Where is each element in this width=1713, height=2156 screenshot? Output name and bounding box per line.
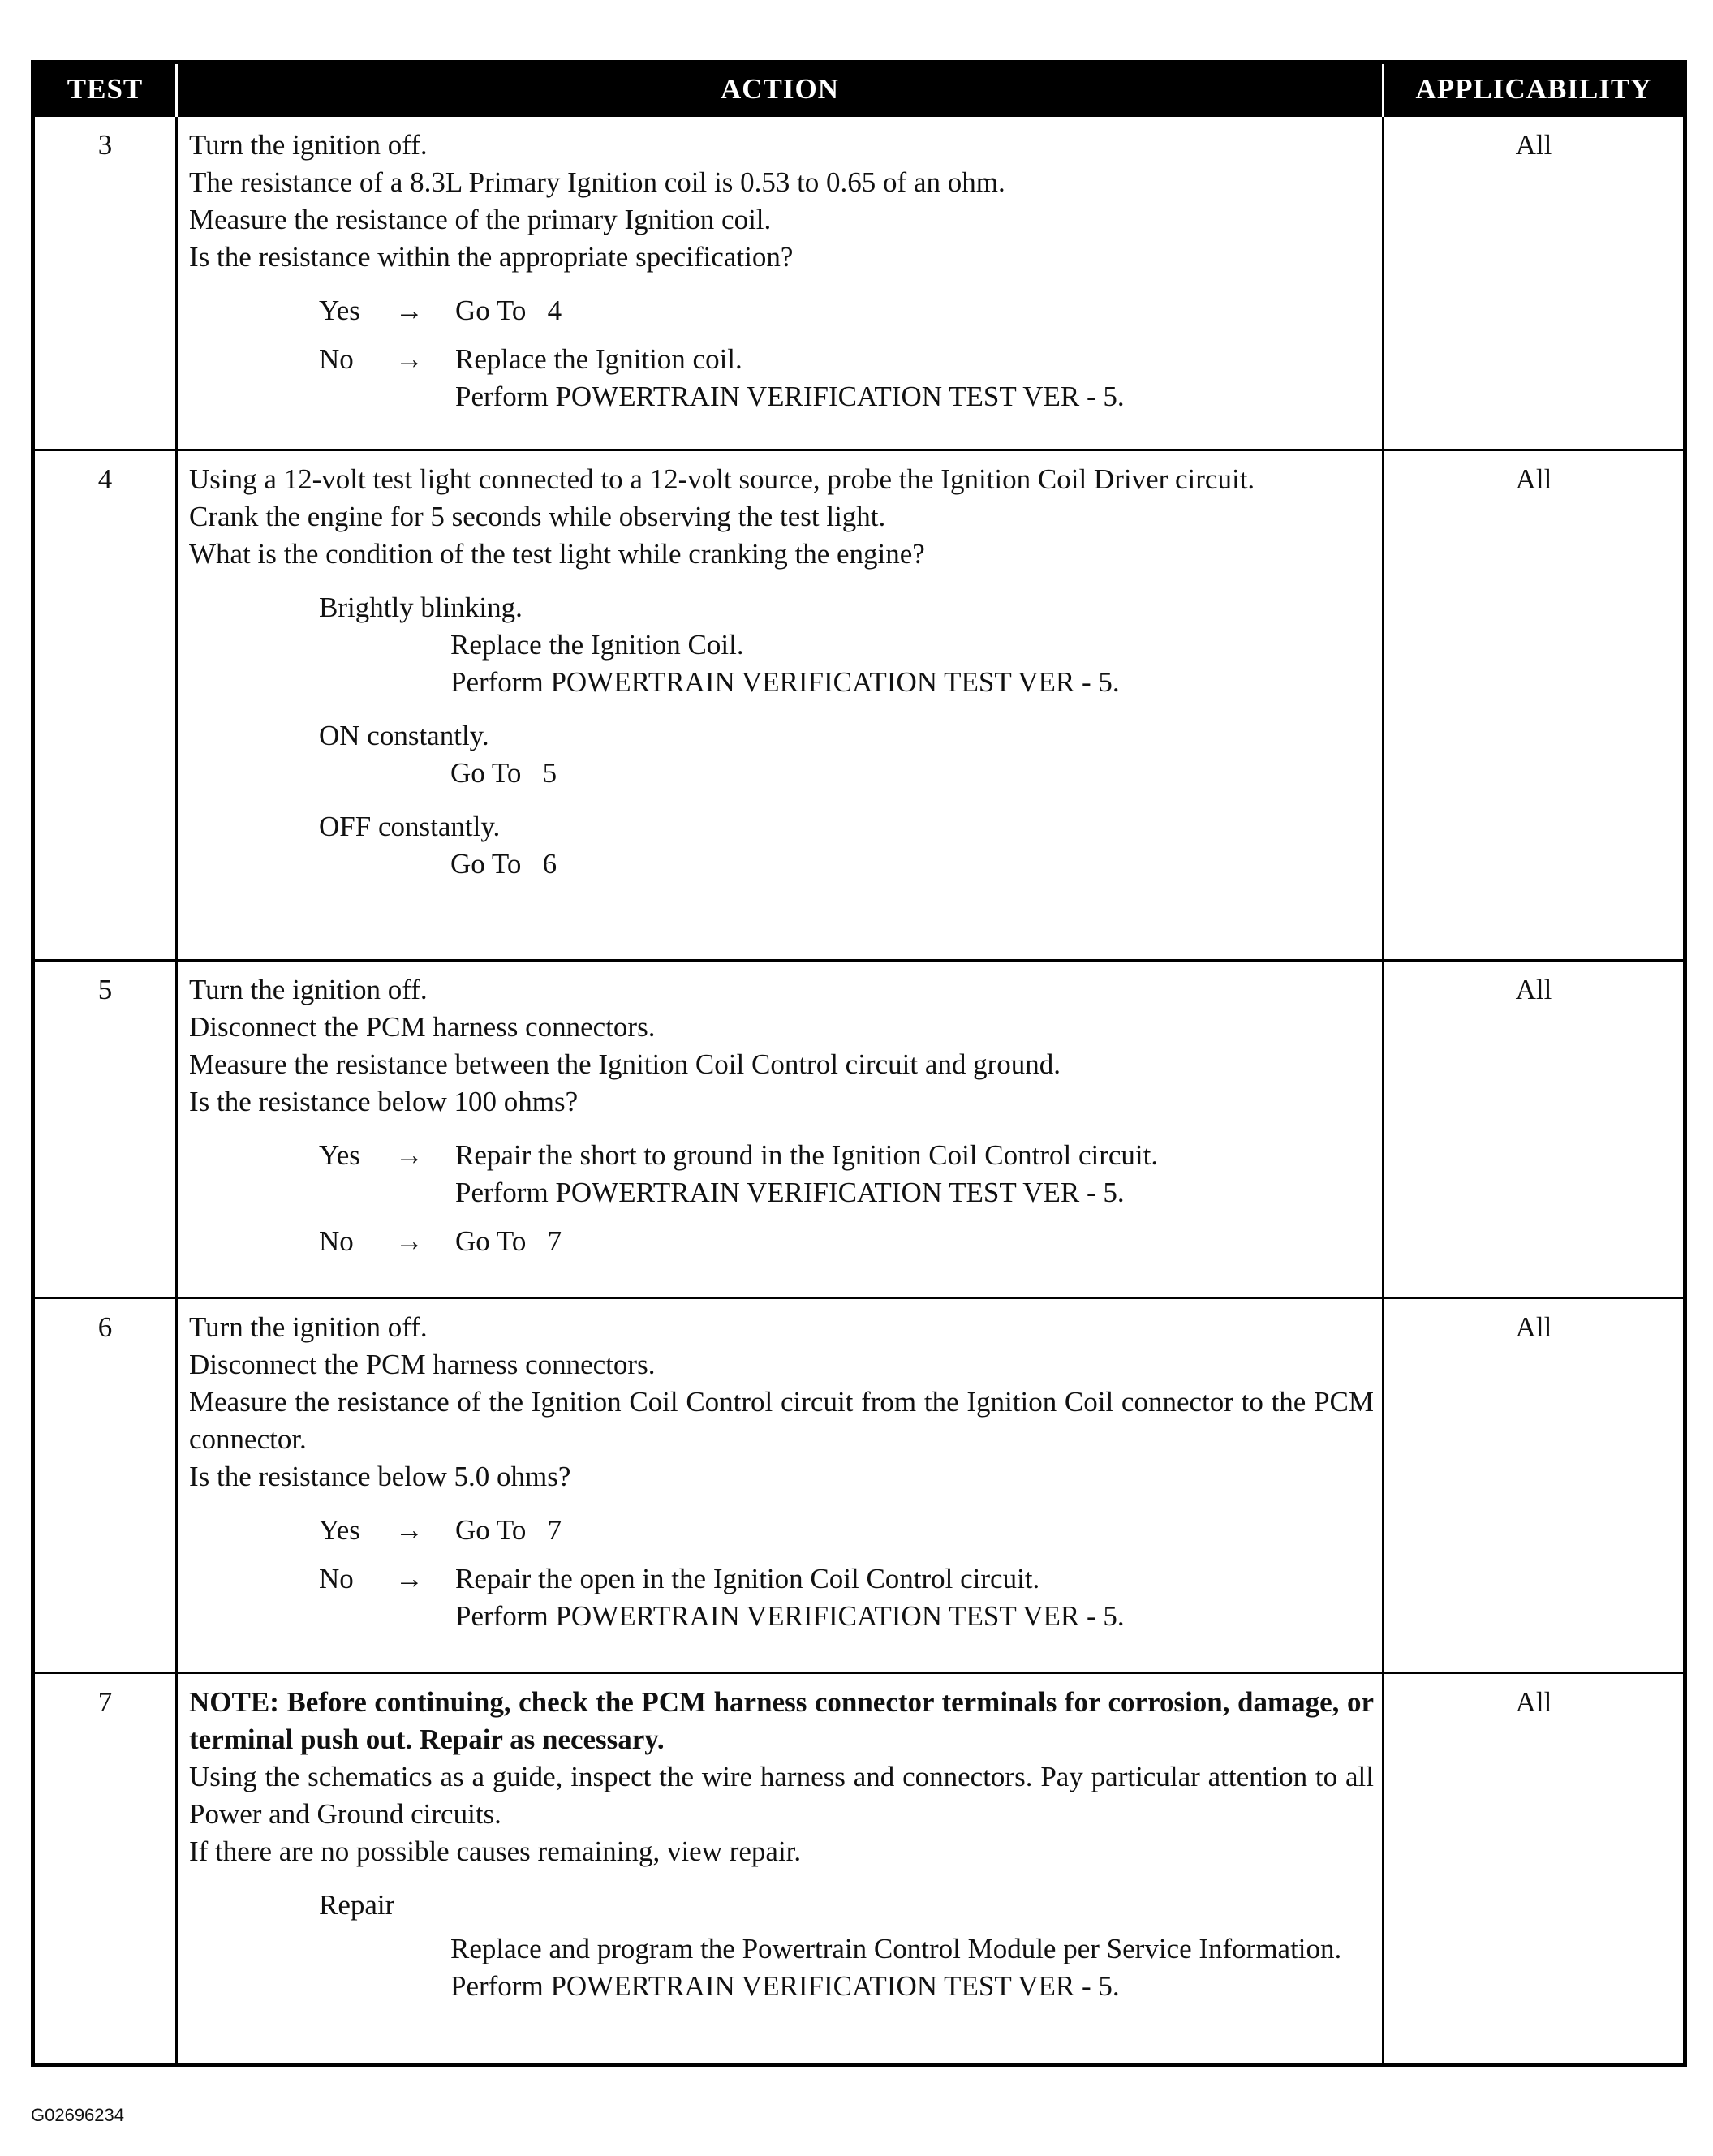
action-line: What is the condition of the test light while cranking the engine? [189,538,925,570]
applicability-cell: All [1384,1673,1685,2065]
result-line: Perform POWERTRAIN VERIFICATION TEST VER - 5. [450,666,1120,698]
action-line: Using the schematics as a guide, inspect the wire harness and connectors. Pay particular attention to all Power and Ground circuits. [189,1761,1374,1830]
action-cell [177,1298,1384,1673]
header-applicability: APPLICABILITY [1384,62,1685,116]
result-line: Go To 7 [455,1514,562,1546]
answer-result [455,1512,1374,1549]
right-arrow-icon: → [395,1139,424,1171]
diagnostic-table [31,60,1687,2067]
condition-item [319,717,1374,792]
action-line: Turn the ignition off. [189,1311,428,1343]
answer-yes [189,1512,1374,1549]
applicability-cell: All [1384,1298,1685,1673]
applicability-cell: All [1384,116,1685,450]
answer-key: Yes [319,1514,360,1546]
answer-list [189,1512,1374,1635]
result-line: Go To 6 [450,848,557,880]
right-arrow-icon: → [395,1563,424,1594]
table-row [33,961,1685,1298]
answer-result [455,341,1374,415]
action-line: Measure the resistance of the Ignition Coil Control circuit from the Ignition Coil connector to the PCM connector. [189,1386,1374,1455]
answer-result [455,1137,1374,1211]
action-cell [177,961,1384,1298]
answer-list [189,292,1374,415]
test-number: 6 [33,1298,177,1673]
result-line: Perform POWERTRAIN VERIFICATION TEST VER - 5. [455,1600,1125,1632]
answer-result [455,1560,1374,1635]
action-cell [177,1673,1384,2065]
test-number: 5 [33,961,177,1298]
result-line: Perform POWERTRAIN VERIFICATION TEST VER - 5. [455,381,1125,412]
result-line: Go To 7 [455,1225,562,1257]
result-line: Replace the Ignition coil. [455,343,742,375]
result-line: Repair the open in the Ignition Coil Control circuit. [455,1563,1040,1594]
right-arrow-icon: → [395,1225,424,1257]
applicability-cell: All [1384,450,1685,961]
action-line: Using a 12-volt test light connected to a 12-volt source, probe the Ignition Coil Driver circuit. [189,463,1255,495]
answer-key: No [319,1225,354,1257]
result-line: Go To 4 [455,295,562,326]
table-header-row [33,62,1685,116]
action-cell [177,450,1384,961]
table-row [33,450,1685,961]
figure-id: G02696234 [31,2105,124,2125]
note-text: NOTE: Before continuing, check the PCM harness connector terminals for corrosion, damage, or terminal push out. Repair as necessary. [189,1686,1374,1755]
condition-item [319,1887,1374,2005]
condition-label: ON constantly. [319,720,489,751]
action-line: Measure the resistance of the primary Ignition coil. [189,204,772,235]
condition-list [189,589,1374,883]
result-line: Perform POWERTRAIN VERIFICATION TEST VER - 5. [455,1177,1125,1208]
result-line: Go To 5 [450,757,557,789]
result-line: Replace and program the Powertrain Control Module per Service Information. [450,1933,1342,1964]
action-line: Is the resistance within the appropriate specification? [189,241,794,273]
condition-item [319,589,1374,701]
table-row [33,1673,1685,2065]
condition-label: Repair [319,1889,395,1921]
right-arrow-icon: → [395,295,424,326]
condition-list [189,1887,1374,2005]
result-line: Perform POWERTRAIN VERIFICATION TEST VER - 5. [450,1970,1120,2002]
right-arrow-icon: → [395,343,424,375]
action-line: Crank the engine for 5 seconds while observing the test light. [189,501,886,532]
answer-key: No [319,343,354,375]
condition-label: OFF constantly. [319,811,501,842]
action-line: Is the resistance below 100 ohms? [189,1086,579,1117]
condition-label: Brightly blinking. [319,592,523,623]
header-test: TEST [33,62,177,116]
table-row [33,116,1685,450]
answer-no [189,1560,1374,1635]
answer-result [455,292,1374,329]
answer-no [189,1223,1374,1260]
test-number: 3 [33,116,177,450]
answer-key: No [319,1563,354,1594]
action-line: The resistance of a 8.3L Primary Ignition coil is 0.53 to 0.65 of an ohm. [189,166,1005,198]
action-line: Disconnect the PCM harness connectors. [189,1011,656,1043]
action-line: Disconnect the PCM harness connectors. [189,1349,656,1380]
action-line: Measure the resistance between the Ignition Coil Control circuit and ground. [189,1048,1061,1080]
action-line: Is the resistance below 5.0 ohms? [189,1461,571,1492]
diagnostic-test-sheet [31,60,1683,2067]
table-row [33,1298,1685,1673]
action-cell [177,116,1384,450]
answer-list [189,1137,1374,1260]
action-line: Turn the ignition off. [189,974,428,1005]
answer-yes [189,1137,1374,1211]
applicability-cell: All [1384,961,1685,1298]
answer-key: Yes [319,1139,360,1171]
condition-item [319,808,1374,883]
answer-result [455,1223,1374,1260]
action-line: Turn the ignition off. [189,129,428,161]
result-line: Replace the Ignition Coil. [450,629,744,661]
result-line: Repair the short to ground in the Ignition Coil Control circuit. [455,1139,1159,1171]
test-number: 7 [33,1673,177,2065]
action-line: If there are no possible causes remaining, view repair. [189,1835,802,1867]
right-arrow-icon: → [395,1514,424,1546]
header-action: ACTION [177,62,1384,116]
answer-yes [189,292,1374,329]
test-number: 4 [33,450,177,961]
answer-key: Yes [319,295,360,326]
answer-no [189,341,1374,415]
